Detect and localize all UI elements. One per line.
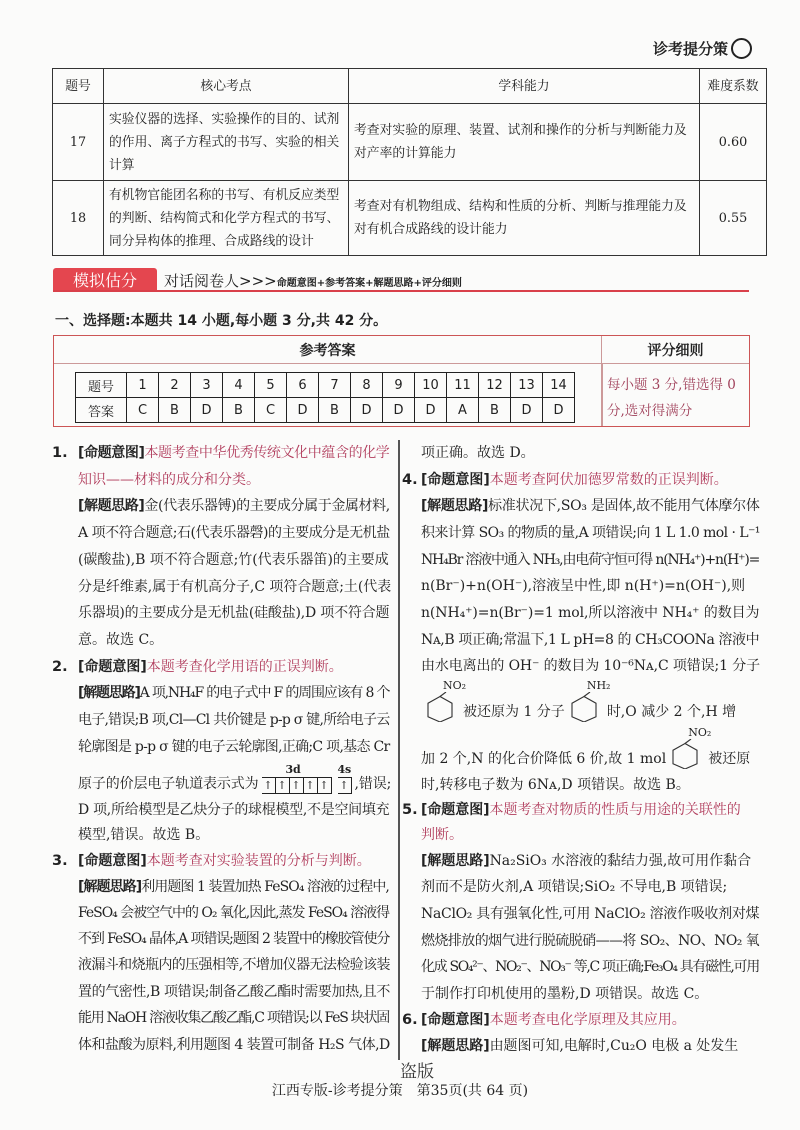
- approach-label: [解题思路]: [78, 685, 140, 701]
- orbital-diagram-3d: [262, 763, 332, 794]
- question-number-cell: 5: [255, 373, 287, 398]
- answer-cell: B: [159, 398, 191, 423]
- question-number: 5.: [402, 802, 418, 818]
- approach-label: [解题思路]: [421, 498, 489, 514]
- body-text: 由题图可知,电解时,Cu₂O 电极 a 处发生: [489, 1038, 739, 1054]
- exam-analysis-table: [52, 68, 767, 256]
- nitrobenzene-structure: [425, 679, 467, 722]
- question-number: 3.: [52, 853, 68, 869]
- orbital-diagram-4s: [337, 763, 352, 794]
- answer-cell: C: [255, 398, 287, 423]
- body-line: 燃烧排放的烟气进行脱硫脱硝——将 SO₂、NO、NO₂ 氧: [421, 933, 760, 949]
- body-text: 被还原为 1 分子: [463, 704, 565, 720]
- intent-label: [命题意图]: [78, 445, 145, 461]
- cell-no: 18: [53, 181, 104, 256]
- header-title: 诊考提分策: [652, 40, 728, 58]
- body-line: 能用 NaOH 溶液收集乙酸乙酯,C 项错误;以 FeS 块状固: [78, 1010, 389, 1026]
- cell-no: 17: [53, 104, 104, 181]
- body-line: 由水电离出的 OH⁻ 的数目为 10⁻⁶Nᴀ,C 项错误;1 分子: [421, 658, 760, 674]
- scoring-rule: 每小题 3 分,错选得 0 分,选对得满分: [607, 377, 736, 419]
- intent-label: [命题意图]: [421, 472, 490, 488]
- approach-label: [解题思路]: [421, 1038, 490, 1054]
- nitro-group: NO₂: [688, 726, 712, 739]
- body-text: 时,O 减少 2 个,H 增: [606, 704, 737, 720]
- body-line: A 项不符合题意;石(代表乐器磬)的主要成分是无机盐: [78, 525, 390, 541]
- answer-cell: D: [543, 398, 575, 423]
- question-number-cell: 13: [511, 373, 543, 398]
- body-line: D 项,所给模型是乙炔分子的球棍模型,不是空间填充: [78, 802, 390, 818]
- intent-text: 本题考查中华优秀传统文化中蕴含的化学: [144, 445, 390, 461]
- nitrobenzene-structure: [670, 726, 712, 769]
- intent-label: [命题意图]: [78, 853, 147, 869]
- body-line: 时,转移电子数为 6Nᴀ,D 项错误。故选 B。: [421, 777, 690, 793]
- body-line: 模型,错误。故选 B。: [78, 827, 210, 843]
- answer-key-table: [75, 372, 575, 423]
- rule-header: 评分细则: [602, 336, 749, 364]
- q5-intent: [421, 800, 762, 820]
- orbital-box: ↑: [338, 777, 352, 794]
- answer-cell: D: [415, 398, 447, 423]
- watermark: 盗版: [400, 1062, 434, 1082]
- col-header: 核心考点: [104, 69, 349, 104]
- intent-label: [命题意图]: [421, 802, 490, 818]
- question-number-row: [76, 373, 575, 398]
- answer-cell: D: [191, 398, 223, 423]
- q6-approach: [421, 1036, 762, 1056]
- running-header: [653, 38, 752, 59]
- answer-cell: D: [511, 398, 543, 423]
- nitro-group: NO₂: [443, 679, 467, 692]
- question-number-cell: 6: [287, 373, 319, 398]
- body-line: 乐器埙)的主要成分是无机盐(硅酸盐),D 项不符合题: [78, 605, 390, 621]
- body-line: 剂而不是防火剂,A 项错误;SiO₂ 不导电,B 项错误;: [421, 879, 728, 895]
- approach-label: [解题思路]: [78, 879, 142, 895]
- body-text: 被还原: [708, 751, 751, 767]
- body-line: NH₄Br 溶液中通入 NH₃,由电荷守恒可得 n(NH₄⁺)+n(H⁺)=: [421, 552, 760, 568]
- orbital-box: ↑: [318, 777, 332, 794]
- q4-intent: [421, 470, 762, 490]
- body-line: 于制作打印机使用的墨粉,D 项错误。故选 C。: [421, 986, 709, 1002]
- intent-text: 知识——材料的成分和分类。: [78, 472, 260, 488]
- cell-difficulty: 0.60: [700, 104, 767, 181]
- header-logo-icon: [731, 38, 752, 59]
- body-line: 不到 FeSO₄ 晶体,A 项错误;题图 2 装置中的橡胶管使分: [78, 931, 390, 947]
- answer-cell: A: [447, 398, 479, 423]
- question-number: 4.: [402, 472, 418, 488]
- approach-label: [解题思路]: [421, 853, 490, 869]
- cell-core: 有机物官能团名称的书写、有机反应类型的判断、结构简式和化学方程式的书写、同分异构体的推理、合成路线的设计: [104, 181, 349, 256]
- body-line: FeSO₄ 会被空气中的 O₂ 氧化,因此,蒸发 FeSO₄ 溶液得: [78, 905, 390, 921]
- intent-text: 本题考查化学用语的正误判断。: [146, 659, 343, 675]
- intent-text: 本题考查电化学原理及其应用。: [489, 1012, 686, 1028]
- answer-cell: B: [319, 398, 351, 423]
- answer-cell: D: [287, 398, 319, 423]
- q3-intent: [78, 851, 392, 871]
- question-number-cell: 12: [479, 373, 511, 398]
- q5-approach: [421, 851, 762, 871]
- body-line: 项正确。故选 D。: [421, 445, 535, 461]
- table-header-row: [53, 69, 767, 104]
- question-number-cell: 3: [191, 373, 223, 398]
- question-number: 2.: [52, 659, 68, 675]
- body-text: A 项,NH₄F 的电子式中 F 的周围应该有 8 个: [139, 685, 390, 701]
- body-line: 轮廓图是 p-p σ 键的电子云轮廓图,正确;C 项,基态 Cr: [78, 739, 390, 755]
- body-line: 积来计算 SO₃ 的物质的量,A 项错误;向 1 L 1.0 mol · L⁻¹: [421, 525, 760, 541]
- cell-difficulty: 0.55: [700, 181, 767, 256]
- body-text: 利用题图 1 装置加热 FeSO₄ 溶液的过程中,: [141, 879, 389, 895]
- body-line: 分是纤维素,属于有机高分子,C 项符合题意;土(代表: [78, 579, 392, 595]
- body-text: 金(代表乐器镈)的主要成分属于金属材料,: [144, 498, 390, 514]
- question-number: 6.: [402, 1012, 418, 1028]
- row-label: 答案: [76, 398, 127, 423]
- answer-cell: D: [383, 398, 415, 423]
- question-number-cell: 8: [351, 373, 383, 398]
- answer-header: 参考答案: [54, 336, 602, 364]
- orbital-label: 3d: [285, 763, 301, 776]
- intent-label: [命题意图]: [78, 659, 147, 675]
- banner-tab: 模拟估分: [53, 268, 157, 290]
- banner-divider: [53, 290, 749, 292]
- banner-title-text: 对话阅卷人>>>: [164, 272, 277, 290]
- intent-label: [命题意图]: [421, 1012, 490, 1028]
- answer-cell: C: [127, 398, 159, 423]
- intent-text: 判断。: [421, 827, 463, 843]
- table-row: [53, 181, 767, 256]
- body-text: ,错误;: [354, 776, 392, 792]
- question-number-cell: 7: [319, 373, 351, 398]
- answer-cell: B: [223, 398, 255, 423]
- table-row: [53, 104, 767, 181]
- q1-intent: [78, 443, 392, 463]
- q6-intent: [421, 1010, 762, 1030]
- q1-approach: [78, 496, 392, 516]
- intent-text: 本题考查阿伏加德罗常数的正误判断。: [489, 472, 728, 488]
- body-line: NaClO₂ 具有强氧化性,可用 NaClO₂ 溶液作吸收剂对煤: [421, 906, 760, 922]
- body-line: n(NH₄⁺)=n(Br⁻)=1 mol,所以溶液中 NH₄⁺ 的数目为: [421, 605, 760, 621]
- aniline-structure: [569, 679, 611, 722]
- answer-box: [53, 335, 750, 427]
- structure-line: [421, 680, 762, 722]
- banner-title: [164, 270, 462, 291]
- column-divider: [398, 440, 400, 1060]
- question-number-cell: 9: [383, 373, 415, 398]
- question-number-cell: 4: [223, 373, 255, 398]
- body-text: 原子的价层电子轨道表示式为: [78, 776, 259, 792]
- intent-text: 本题考查对实验装置的分析与判断。: [146, 853, 371, 869]
- orbital-box: ↑: [304, 777, 318, 794]
- col-header: 学科能力: [349, 69, 700, 104]
- body-text: 标准状况下,SO₃ 是固体,故不能用气体摩尔体: [488, 498, 760, 514]
- question-number-cell: 11: [447, 373, 479, 398]
- body-line: Nᴀ,B 项正确;常温下,1 L pH=8 的 CH₃COONa 溶液中: [421, 632, 760, 648]
- orbital-box: ↑: [276, 777, 290, 794]
- body-line: (碳酸盐),B 项不符合题意;竹(代表乐器笛)的主要成: [78, 552, 389, 568]
- question-number-cell: 2: [159, 373, 191, 398]
- body-line: 置的气密性,B 项错误;制备乙酸乙酯时需要加热,且不: [78, 984, 390, 1000]
- answer-row: [76, 398, 575, 423]
- question-number-cell: 10: [415, 373, 447, 398]
- section-title: 一、选择题:本题共 14 小题,每小题 3 分,共 42 分。: [55, 313, 388, 329]
- orbital-box: ↑: [290, 777, 304, 794]
- body-line: 意。故选 C。: [78, 632, 164, 648]
- cell-core: 实验仪器的选择、实验操作的目的、试剂的作用、离子方程式的书写、实验的相关计算: [104, 104, 349, 181]
- body-text: 加 2 个,N 的化合价降低 6 价,故 1 mol: [421, 751, 667, 767]
- orbital-line: [78, 763, 392, 794]
- q2-approach: [78, 683, 392, 703]
- q2-intent: [78, 657, 392, 677]
- intent-text: 本题考查对物质的性质与用途的关联性的: [489, 802, 741, 818]
- divider: [601, 363, 603, 426]
- body-text: Na₂SiO₃ 水溶液的黏结力强,故可用作黏合: [489, 853, 752, 869]
- answer-cell: B: [479, 398, 511, 423]
- question-number: 1.: [52, 445, 68, 461]
- row-label: 题号: [76, 373, 127, 398]
- body-line: n(Br⁻)+n(OH⁻),溶液呈中性,即 n(H⁺)=n(OH⁻),则: [421, 578, 746, 594]
- amino-group: NH₂: [586, 679, 611, 692]
- q3-approach: [78, 877, 392, 897]
- structure-line: [421, 727, 762, 769]
- page-footer: 江西专版-诊考提分策 第35页(共 64 页): [271, 1083, 529, 1099]
- body-line: 电子,错误;B 项,Cl—Cl 共价键是 p-p σ 键,所给电子云: [78, 712, 390, 728]
- body-line: 化成 SO₄²⁻、NO₂⁻、NO₃⁻ 等,C 项正确;Fe₃O₄ 具有磁性,可用: [421, 959, 759, 975]
- col-header: 难度系数: [700, 69, 767, 104]
- approach-label: [解题思路]: [78, 498, 145, 514]
- body-line: 液漏斗和烧瓶内的压强相等,不增加仪器无法检验该装: [78, 957, 390, 973]
- banner-subtitle: 命题意图+参考答案+解题思路+评分细则: [276, 278, 462, 289]
- q4-approach: [421, 496, 762, 516]
- col-header: 题号: [53, 69, 104, 104]
- cell-ability: 考查对实验的原理、装置、试剂和操作的分析与判断能力及对产率的计算能力: [349, 104, 700, 181]
- orbital-box: ↑: [262, 777, 276, 794]
- answer-cell: D: [351, 398, 383, 423]
- body-line: 体和盐酸为原料,利用题图 4 装置可制备 H₂S 气体,D: [78, 1037, 390, 1053]
- orbital-label: 4s: [337, 763, 352, 776]
- question-number-cell: 1: [127, 373, 159, 398]
- question-number-cell: 14: [543, 373, 575, 398]
- cell-ability: 考查对有机物组成、结构和性质的分析、判断与推理能力及对有机合成路线的设计能力: [349, 181, 700, 256]
